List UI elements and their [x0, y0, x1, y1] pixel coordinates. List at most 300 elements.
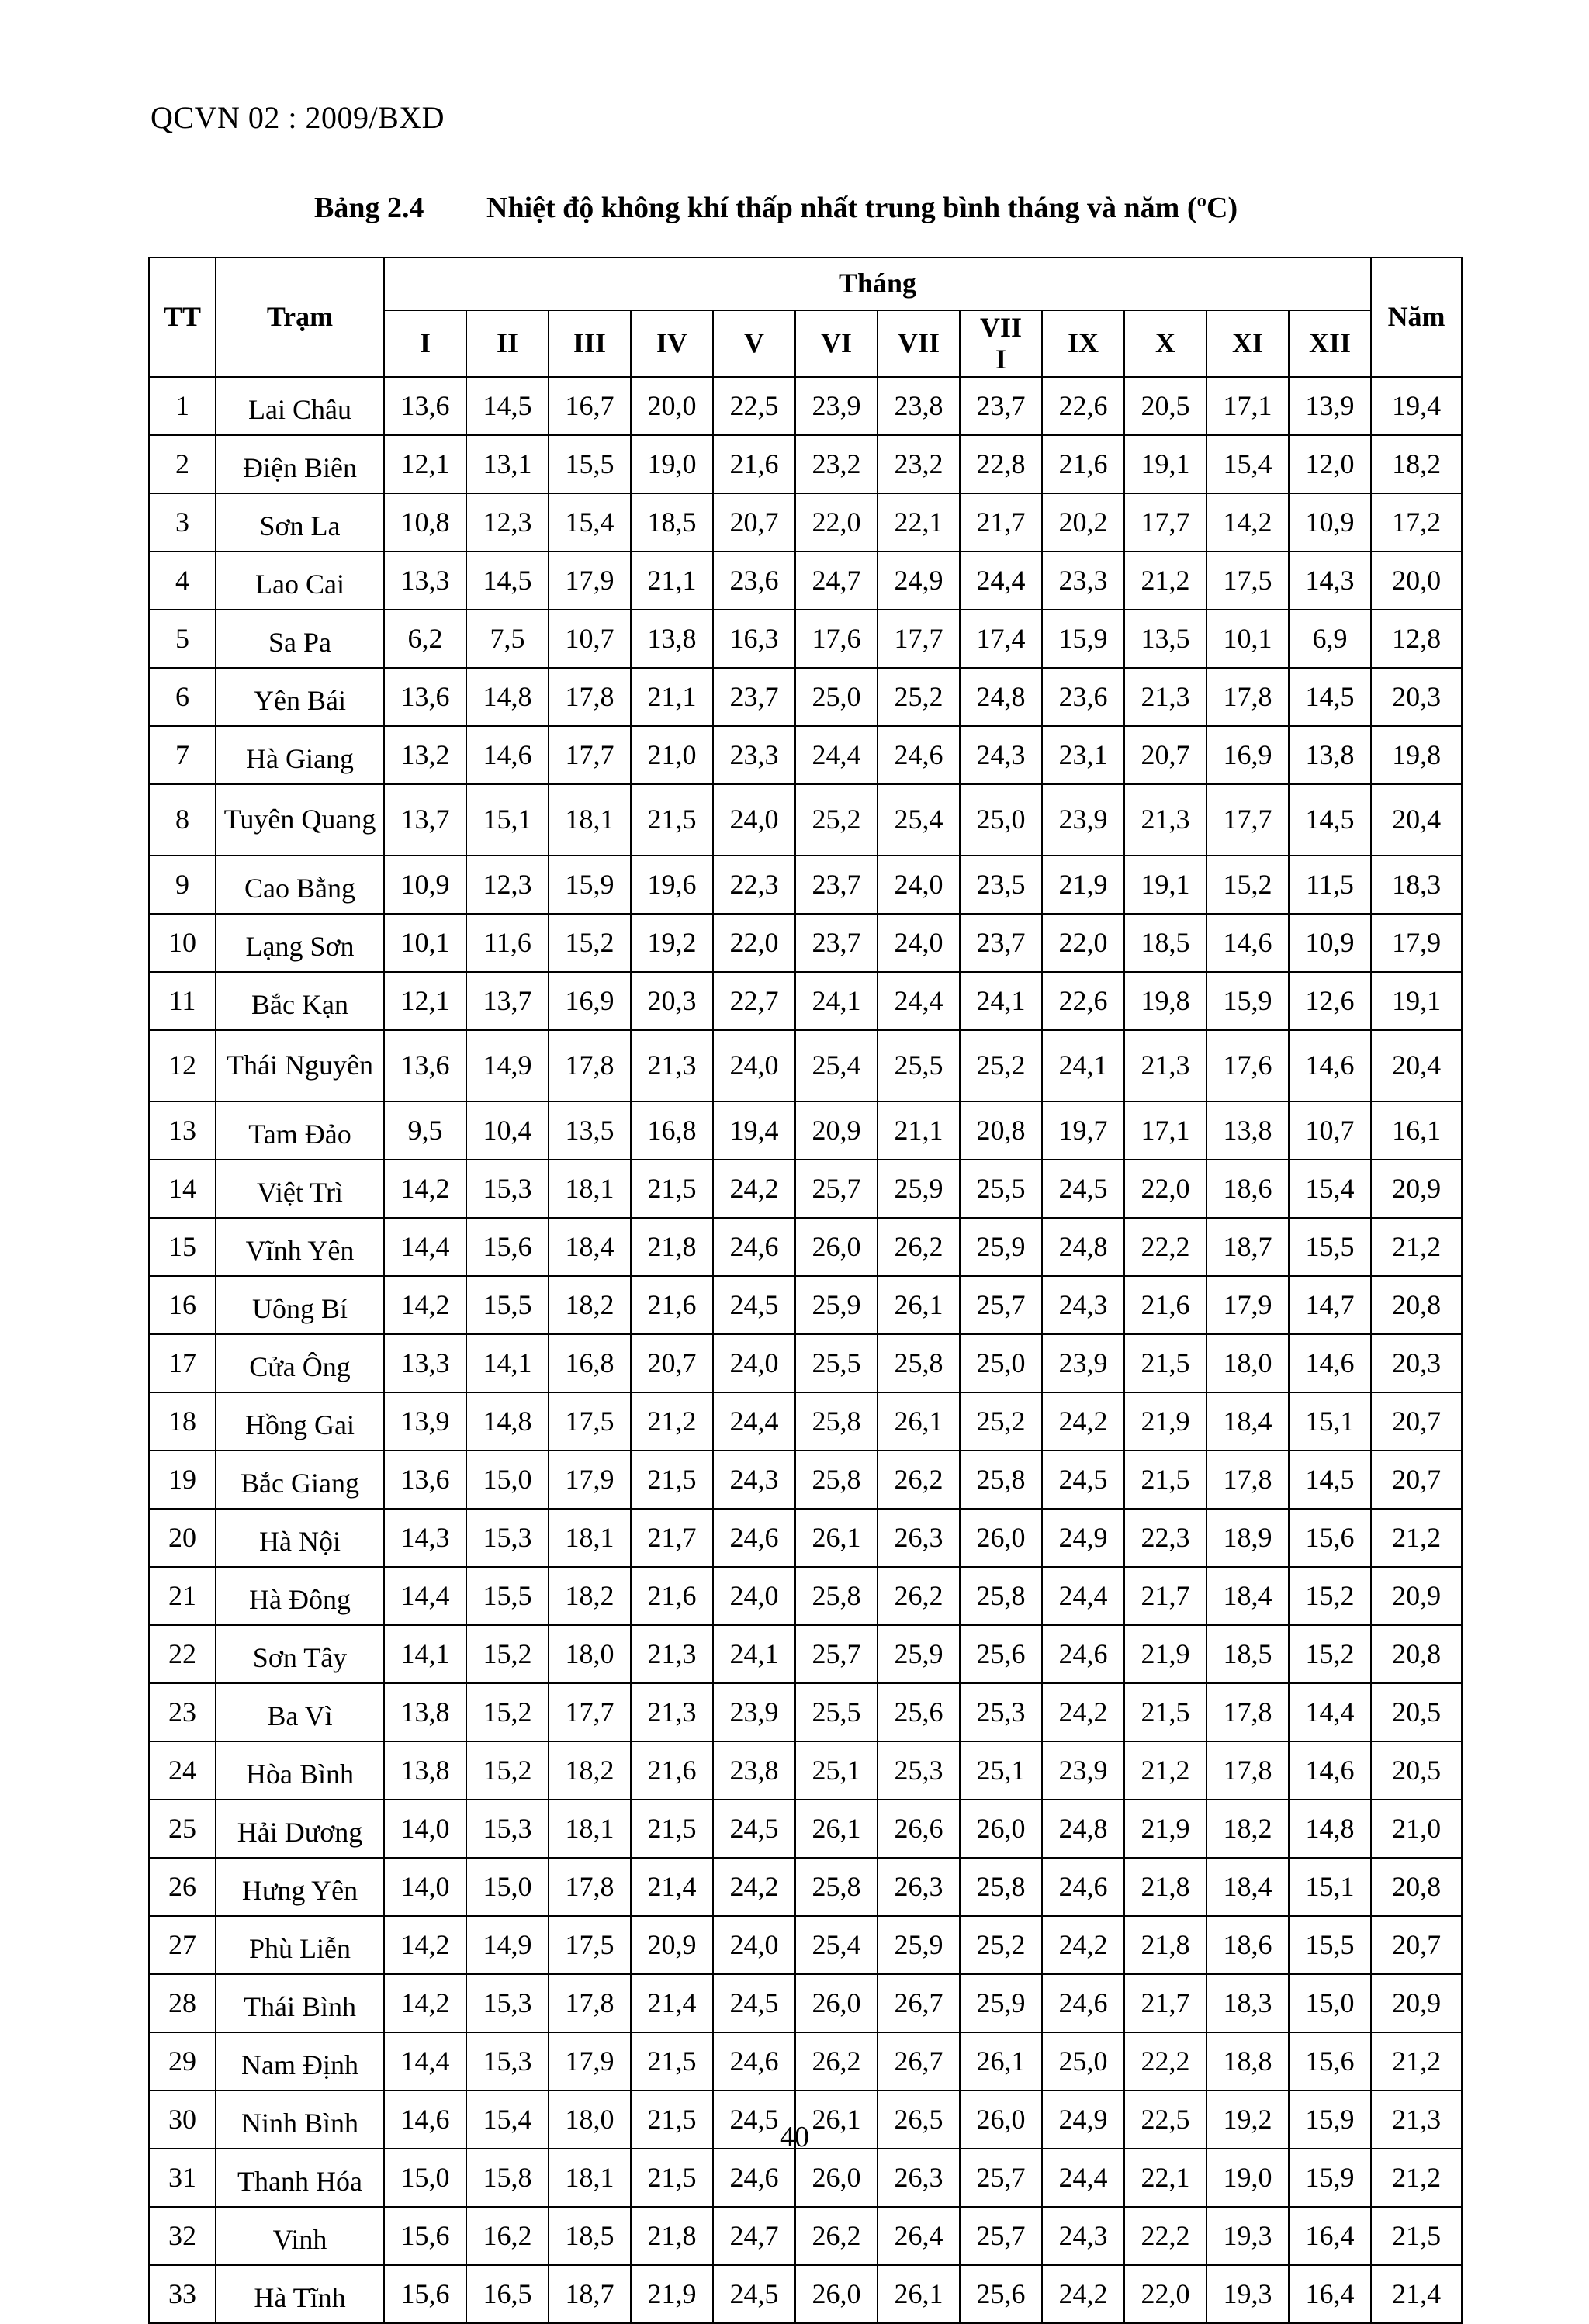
cell-month-value: 16,8	[631, 1101, 713, 1160]
cell-month-value: 21,5	[1124, 1683, 1206, 1741]
table-row	[149, 1160, 1462, 1218]
cell-station: Bắc Giang	[216, 1451, 384, 1509]
cell-tt: 18	[149, 1392, 216, 1451]
cell-month-value: 17,9	[549, 1451, 631, 1509]
cell-year-value: 21,4	[1371, 2265, 1462, 2323]
cell-month-value: 24,1	[960, 972, 1042, 1030]
cell-month-value: 14,1	[466, 1334, 549, 1392]
cell-month-value: 13,8	[1206, 1101, 1289, 1160]
cell-month-value: 22,5	[713, 377, 795, 435]
cell-month-value: 15,1	[1289, 1392, 1371, 1451]
cell-month-value: 21,3	[1124, 1030, 1206, 1101]
cell-month-value: 14,0	[384, 1858, 466, 1916]
cell-year-value: 20,9	[1371, 1974, 1462, 2032]
cell-month-value: 21,0	[631, 726, 713, 784]
table-row	[149, 493, 1462, 552]
header-month: VII I	[960, 310, 1042, 377]
cell-month-value: 22,0	[713, 914, 795, 972]
cell-month-value: 13,8	[384, 1683, 466, 1741]
cell-month-value: 25,6	[960, 1625, 1042, 1683]
cell-tt: 12	[149, 1030, 216, 1101]
cell-month-value: 17,7	[1124, 493, 1206, 552]
cell-station: Nam Định	[216, 2032, 384, 2091]
cell-month-value: 13,3	[384, 1334, 466, 1392]
cell-month-value: 22,3	[1124, 1509, 1206, 1567]
cell-month-value: 24,9	[1042, 2091, 1124, 2149]
cell-month-value: 12,3	[466, 856, 549, 914]
cell-month-value: 23,9	[1042, 784, 1124, 856]
cell-month-value: 15,5	[466, 1567, 549, 1625]
header-tt: TT	[149, 258, 216, 377]
cell-month-value: 24,9	[878, 552, 960, 610]
cell-month-value: 26,2	[878, 1218, 960, 1276]
header-month-group: Tháng	[384, 258, 1371, 310]
cell-month-value: 24,8	[960, 668, 1042, 726]
cell-tt: 9	[149, 856, 216, 914]
cell-month-value: 17,6	[1206, 1030, 1289, 1101]
cell-station: Lạng Sơn	[216, 914, 384, 972]
cell-month-value: 14,6	[1289, 1741, 1371, 1800]
cell-month-value: 25,6	[878, 1683, 960, 1741]
header-year: Năm	[1371, 258, 1462, 377]
cell-month-value: 15,3	[466, 1509, 549, 1567]
cell-year-value: 21,3	[1371, 2091, 1462, 2149]
cell-month-value: 17,8	[1206, 668, 1289, 726]
cell-month-value: 15,6	[466, 1218, 549, 1276]
cell-month-value: 6,2	[384, 610, 466, 668]
cell-month-value: 16,8	[549, 1334, 631, 1392]
cell-year-value: 18,3	[1371, 856, 1462, 914]
cell-month-value: 18,7	[549, 2265, 631, 2323]
cell-month-value: 25,4	[795, 1030, 878, 1101]
cell-tt: 31	[149, 2149, 216, 2207]
cell-year-value: 21,2	[1371, 1509, 1462, 1567]
table-row	[149, 1858, 1462, 1916]
cell-month-value: 26,5	[878, 2091, 960, 2149]
cell-month-value: 17,6	[795, 610, 878, 668]
cell-month-value: 19,3	[1206, 2207, 1289, 2265]
cell-tt: 10	[149, 914, 216, 972]
cell-month-value: 22,0	[1042, 914, 1124, 972]
cell-month-value: 16,4	[1289, 2265, 1371, 2323]
cell-month-value: 24,9	[1042, 1509, 1124, 1567]
cell-month-value: 7,5	[466, 610, 549, 668]
cell-month-value: 21,5	[1124, 1451, 1206, 1509]
cell-month-value: 25,8	[960, 1858, 1042, 1916]
cell-month-value: 13,3	[384, 552, 466, 610]
cell-month-value: 15,8	[466, 2149, 549, 2207]
cell-month-value: 24,6	[713, 2032, 795, 2091]
cell-month-value: 14,0	[384, 1800, 466, 1858]
cell-month-value: 20,9	[795, 1101, 878, 1160]
cell-month-value: 21,5	[1124, 1334, 1206, 1392]
table-row	[149, 1974, 1462, 2032]
cell-tt: 32	[149, 2207, 216, 2265]
cell-month-value: 17,5	[549, 1916, 631, 1974]
table-title: Nhiệt độ không khí thấp nhất trung bình tháng và năm (ºC)	[486, 192, 1238, 224]
cell-month-value: 24,2	[713, 1160, 795, 1218]
cell-month-value: 20,3	[631, 972, 713, 1030]
cell-month-value: 23,8	[878, 377, 960, 435]
cell-month-value: 15,5	[549, 435, 631, 493]
cell-month-value: 26,3	[878, 1858, 960, 1916]
cell-tt: 26	[149, 1858, 216, 1916]
cell-month-value: 24,3	[1042, 1276, 1124, 1334]
cell-year-value: 20,9	[1371, 1160, 1462, 1218]
header-month: IV	[631, 310, 713, 377]
cell-month-value: 19,2	[1206, 2091, 1289, 2149]
cell-month-value: 18,1	[549, 2149, 631, 2207]
cell-tt: 16	[149, 1276, 216, 1334]
cell-tt: 20	[149, 1509, 216, 1567]
cell-month-value: 23,6	[713, 552, 795, 610]
cell-month-value: 25,4	[878, 784, 960, 856]
cell-month-value: 21,3	[1124, 668, 1206, 726]
cell-month-value: 26,1	[878, 2265, 960, 2323]
cell-month-value: 23,8	[713, 1741, 795, 1800]
cell-month-value: 15,6	[1289, 2032, 1371, 2091]
cell-month-value: 26,3	[878, 1509, 960, 1567]
cell-month-value: 15,6	[1289, 1509, 1371, 1567]
table-body	[149, 377, 1462, 2323]
cell-month-value: 24,4	[1042, 2149, 1124, 2207]
cell-tt: 23	[149, 1683, 216, 1741]
cell-month-value: 18,0	[549, 2091, 631, 2149]
cell-month-value: 13,6	[384, 1030, 466, 1101]
cell-month-value: 24,6	[713, 1218, 795, 1276]
cell-month-value: 15,9	[1289, 2091, 1371, 2149]
cell-month-value: 15,9	[1206, 972, 1289, 1030]
cell-month-value: 24,2	[713, 1858, 795, 1916]
cell-month-value: 14,4	[1289, 1683, 1371, 1741]
cell-month-value: 14,4	[384, 1218, 466, 1276]
cell-month-value: 17,5	[1206, 552, 1289, 610]
cell-month-value: 18,6	[1206, 1160, 1289, 1218]
cell-month-value: 22,1	[878, 493, 960, 552]
cell-tt: 13	[149, 1101, 216, 1160]
cell-month-value: 15,2	[1289, 1625, 1371, 1683]
cell-station: Sa Pa	[216, 610, 384, 668]
cell-tt: 7	[149, 726, 216, 784]
cell-tt: 22	[149, 1625, 216, 1683]
cell-month-value: 26,0	[960, 1800, 1042, 1858]
cell-month-value: 10,9	[384, 856, 466, 914]
cell-month-value: 15,2	[1289, 1567, 1371, 1625]
cell-station: Tam Đảo	[216, 1101, 384, 1160]
cell-month-value: 17,8	[1206, 1683, 1289, 1741]
cell-year-value: 20,5	[1371, 1741, 1462, 1800]
cell-month-value: 18,2	[549, 1276, 631, 1334]
cell-month-value: 14,8	[466, 668, 549, 726]
cell-month-value: 25,7	[960, 2149, 1042, 2207]
cell-month-value: 13,8	[631, 610, 713, 668]
cell-month-value: 10,7	[1289, 1101, 1371, 1160]
cell-month-value: 26,0	[960, 2091, 1042, 2149]
header-month: IX	[1042, 310, 1124, 377]
cell-month-value: 20,7	[1124, 726, 1206, 784]
cell-month-value: 19,4	[713, 1101, 795, 1160]
cell-month-value: 18,3	[1206, 1974, 1289, 2032]
cell-month-value: 21,7	[1124, 1567, 1206, 1625]
cell-month-value: 22,7	[713, 972, 795, 1030]
cell-month-value: 19,1	[1124, 856, 1206, 914]
cell-month-value: 21,5	[631, 784, 713, 856]
cell-month-value: 25,8	[878, 1334, 960, 1392]
cell-month-value: 21,9	[1124, 1392, 1206, 1451]
cell-month-value: 26,3	[878, 2149, 960, 2207]
cell-month-value: 10,8	[384, 493, 466, 552]
table-row	[149, 1916, 1462, 1974]
cell-tt: 8	[149, 784, 216, 856]
cell-month-value: 26,1	[960, 2032, 1042, 2091]
cell-month-value: 24,5	[713, 1800, 795, 1858]
cell-month-value: 14,2	[384, 1916, 466, 1974]
table-row	[149, 435, 1462, 493]
cell-year-value: 21,2	[1371, 2149, 1462, 2207]
cell-station: Điện Biên	[216, 435, 384, 493]
table-row	[149, 1509, 1462, 1567]
cell-month-value: 16,9	[1206, 726, 1289, 784]
cell-month-value: 15,6	[384, 2207, 466, 2265]
cell-month-value: 25,0	[960, 1334, 1042, 1392]
cell-month-value: 25,8	[795, 1567, 878, 1625]
cell-month-value: 19,1	[1124, 435, 1206, 493]
cell-month-value: 21,7	[960, 493, 1042, 552]
cell-month-value: 13,6	[384, 668, 466, 726]
cell-month-value: 24,8	[1042, 1218, 1124, 1276]
cell-year-value: 20,4	[1371, 784, 1462, 856]
cell-month-value: 13,7	[466, 972, 549, 1030]
cell-month-value: 26,2	[878, 1451, 960, 1509]
cell-month-value: 24,4	[1042, 1567, 1124, 1625]
cell-tt: 1	[149, 377, 216, 435]
cell-month-value: 15,2	[466, 1625, 549, 1683]
cell-month-value: 24,1	[1042, 1030, 1124, 1101]
cell-month-value: 25,9	[878, 1625, 960, 1683]
cell-month-value: 14,5	[1289, 668, 1371, 726]
cell-month-value: 15,4	[1289, 1160, 1371, 1218]
cell-month-value: 16,2	[466, 2207, 549, 2265]
cell-month-value: 13,9	[1289, 377, 1371, 435]
cell-month-value: 15,1	[1289, 1858, 1371, 1916]
cell-month-value: 23,9	[713, 1683, 795, 1741]
cell-month-value: 24,6	[1042, 1858, 1124, 1916]
cell-month-value: 14,4	[384, 2032, 466, 2091]
cell-month-value: 22,0	[1124, 2265, 1206, 2323]
cell-month-value: 24,4	[878, 972, 960, 1030]
cell-month-value: 18,0	[1206, 1334, 1289, 1392]
cell-month-value: 22,2	[1124, 2207, 1206, 2265]
cell-station: Bắc Kạn	[216, 972, 384, 1030]
cell-month-value: 24,5	[713, 1276, 795, 1334]
cell-month-value: 19,0	[1206, 2149, 1289, 2207]
cell-month-value: 18,2	[549, 1567, 631, 1625]
cell-month-value: 25,7	[960, 2207, 1042, 2265]
cell-month-value: 25,8	[795, 1858, 878, 1916]
cell-year-value: 20,7	[1371, 1916, 1462, 1974]
table-row	[149, 2149, 1462, 2207]
cell-year-value: 20,5	[1371, 1683, 1462, 1741]
cell-month-value: 18,5	[1124, 914, 1206, 972]
cell-month-value: 24,6	[713, 1509, 795, 1567]
cell-month-value: 16,3	[713, 610, 795, 668]
cell-month-value: 19,3	[1206, 2265, 1289, 2323]
cell-month-value: 25,0	[960, 784, 1042, 856]
cell-station: Lai Châu	[216, 377, 384, 435]
cell-month-value: 21,1	[631, 668, 713, 726]
cell-month-value: 19,6	[631, 856, 713, 914]
cell-station: Việt Trì	[216, 1160, 384, 1218]
cell-month-value: 26,2	[878, 1567, 960, 1625]
cell-month-value: 21,4	[631, 1974, 713, 2032]
table-number: Bảng 2.4	[314, 192, 424, 224]
cell-month-value: 15,4	[1206, 435, 1289, 493]
cell-month-value: 24,5	[713, 1974, 795, 2032]
cell-month-value: 25,5	[795, 1334, 878, 1392]
cell-month-value: 24,2	[1042, 2265, 1124, 2323]
cell-month-value: 18,8	[1206, 2032, 1289, 2091]
cell-station: Ba Vì	[216, 1683, 384, 1741]
cell-month-value: 25,0	[795, 668, 878, 726]
cell-month-value: 17,7	[549, 726, 631, 784]
cell-month-value: 24,1	[795, 972, 878, 1030]
cell-month-value: 15,9	[549, 856, 631, 914]
cell-month-value: 21,6	[1042, 435, 1124, 493]
cell-month-value: 18,1	[549, 784, 631, 856]
cell-month-value: 14,6	[466, 726, 549, 784]
header-month: X	[1124, 310, 1206, 377]
cell-month-value: 18,4	[1206, 1392, 1289, 1451]
cell-month-value: 23,7	[795, 914, 878, 972]
cell-month-value: 24,2	[1042, 1392, 1124, 1451]
cell-month-value: 14,9	[466, 1916, 549, 1974]
cell-month-value: 25,0	[1042, 2032, 1124, 2091]
cell-month-value: 25,8	[795, 1392, 878, 1451]
cell-month-value: 24,0	[713, 1030, 795, 1101]
cell-month-value: 24,0	[878, 856, 960, 914]
cell-month-value: 26,2	[795, 2207, 878, 2265]
cell-station: Hưng Yên	[216, 1858, 384, 1916]
cell-month-value: 12,1	[384, 972, 466, 1030]
cell-month-value: 24,6	[1042, 1974, 1124, 2032]
cell-month-value: 18,9	[1206, 1509, 1289, 1567]
cell-year-value: 20,7	[1371, 1451, 1462, 1509]
cell-month-value: 12,0	[1289, 435, 1371, 493]
cell-month-value: 14,9	[466, 1030, 549, 1101]
cell-station: Hà Giang	[216, 726, 384, 784]
cell-tt: 28	[149, 1974, 216, 2032]
cell-month-value: 20,2	[1042, 493, 1124, 552]
cell-month-value: 18,2	[1206, 1800, 1289, 1858]
cell-month-value: 24,3	[713, 1451, 795, 1509]
table-row	[149, 1683, 1462, 1741]
cell-month-value: 22,2	[1124, 1218, 1206, 1276]
cell-month-value: 19,2	[631, 914, 713, 972]
cell-month-value: 22,5	[1124, 2091, 1206, 2149]
cell-year-value: 20,8	[1371, 1625, 1462, 1683]
cell-month-value: 23,3	[1042, 552, 1124, 610]
cell-month-value: 22,8	[960, 435, 1042, 493]
cell-month-value: 23,7	[960, 377, 1042, 435]
cell-month-value: 21,5	[631, 1451, 713, 1509]
cell-month-value: 25,7	[795, 1160, 878, 1218]
cell-month-value: 20,0	[631, 377, 713, 435]
cell-station: Uông Bí	[216, 1276, 384, 1334]
cell-month-value: 24,1	[713, 1625, 795, 1683]
cell-month-value: 22,0	[795, 493, 878, 552]
cell-month-value: 15,3	[466, 1160, 549, 1218]
cell-station: Sơn Tây	[216, 1625, 384, 1683]
cell-year-value: 16,1	[1371, 1101, 1462, 1160]
cell-station: Hòa Bình	[216, 1741, 384, 1800]
cell-year-value: 17,9	[1371, 914, 1462, 972]
cell-station: Hà Tĩnh	[216, 2265, 384, 2323]
cell-month-value: 25,5	[795, 1683, 878, 1741]
cell-month-value: 18,4	[1206, 1567, 1289, 1625]
cell-month-value: 15,3	[466, 1800, 549, 1858]
header-month: V	[713, 310, 795, 377]
cell-tt: 21	[149, 1567, 216, 1625]
cell-month-value: 21,3	[631, 1683, 713, 1741]
cell-month-value: 23,2	[795, 435, 878, 493]
cell-month-value: 20,7	[713, 493, 795, 552]
cell-month-value: 17,8	[549, 668, 631, 726]
cell-month-value: 18,1	[549, 1800, 631, 1858]
cell-month-value: 25,9	[795, 1276, 878, 1334]
cell-year-value: 12,8	[1371, 610, 1462, 668]
cell-year-value: 19,1	[1371, 972, 1462, 1030]
cell-month-value: 15,3	[466, 1974, 549, 2032]
table-row	[149, 972, 1462, 1030]
cell-month-value: 15,0	[466, 1451, 549, 1509]
cell-month-value: 18,0	[549, 1625, 631, 1683]
cell-month-value: 14,6	[1289, 1334, 1371, 1392]
cell-tt: 4	[149, 552, 216, 610]
cell-tt: 25	[149, 1800, 216, 1858]
cell-month-value: 12,1	[384, 435, 466, 493]
cell-month-value: 14,6	[1289, 1030, 1371, 1101]
table-row	[149, 1030, 1462, 1101]
cell-month-value: 14,6	[1206, 914, 1289, 972]
cell-month-value: 6,9	[1289, 610, 1371, 668]
cell-year-value: 20,3	[1371, 668, 1462, 726]
cell-month-value: 21,6	[631, 1276, 713, 1334]
cell-month-value: 24,6	[1042, 1625, 1124, 1683]
cell-year-value: 17,2	[1371, 493, 1462, 552]
cell-month-value: 14,7	[1289, 1276, 1371, 1334]
cell-month-value: 17,5	[549, 1392, 631, 1451]
cell-month-value: 21,1	[631, 552, 713, 610]
cell-month-value: 13,8	[1289, 726, 1371, 784]
cell-month-value: 14,2	[1206, 493, 1289, 552]
header-month: VI	[795, 310, 878, 377]
cell-month-value: 13,2	[384, 726, 466, 784]
header-month: II	[466, 310, 549, 377]
cell-month-value: 24,5	[1042, 1451, 1124, 1509]
table-row	[149, 1741, 1462, 1800]
cell-year-value: 21,2	[1371, 2032, 1462, 2091]
cell-month-value: 21,5	[631, 1160, 713, 1218]
cell-month-value: 18,1	[549, 1509, 631, 1567]
table-row	[149, 1101, 1462, 1160]
table-row	[149, 668, 1462, 726]
cell-month-value: 21,2	[1124, 552, 1206, 610]
cell-station: Phù Liễn	[216, 1916, 384, 1974]
cell-month-value: 10,1	[384, 914, 466, 972]
cell-month-value: 21,6	[1124, 1276, 1206, 1334]
header-month: I	[384, 310, 466, 377]
cell-month-value: 13,6	[384, 377, 466, 435]
